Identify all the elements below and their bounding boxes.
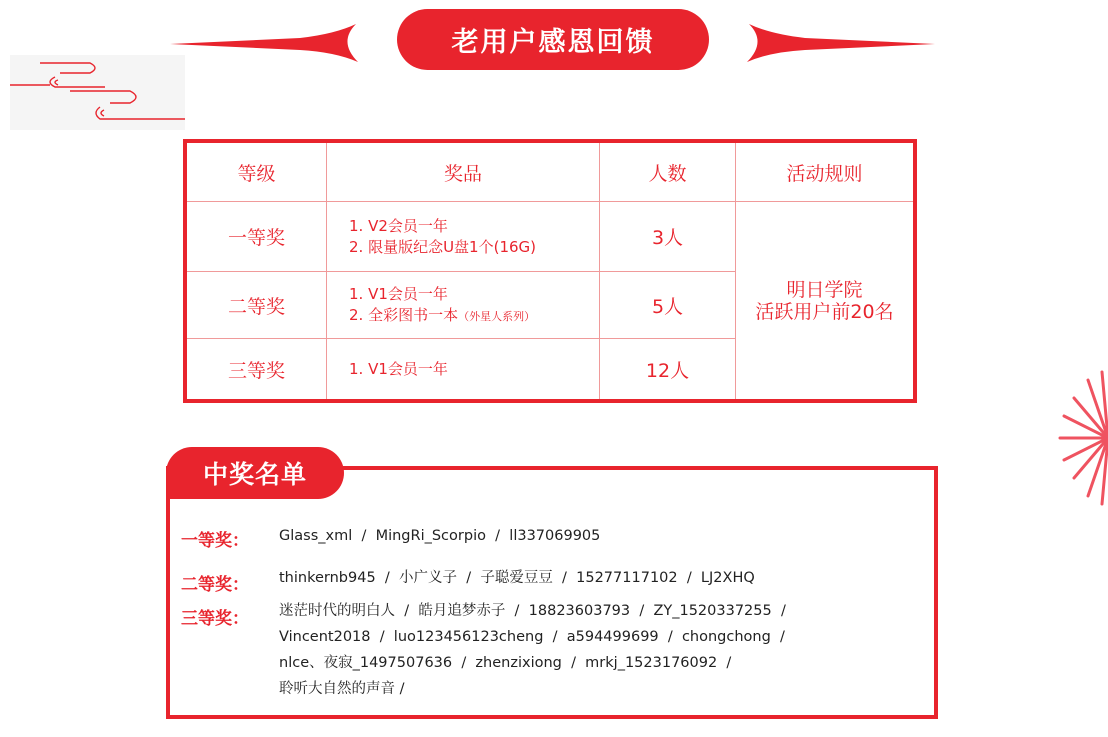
cloud-decoration bbox=[0, 55, 190, 135]
prize-item: 1. V1会员一年 bbox=[349, 359, 448, 378]
prize-cell bbox=[327, 272, 600, 339]
header-rules: 活动规则 bbox=[736, 141, 916, 202]
third-prize-line: nlce、夜寂_1497507636 / zhenzixiong / mrkj_1523176092 / bbox=[279, 655, 732, 671]
level-cell: 三等奖 bbox=[185, 339, 327, 402]
prize-cell bbox=[327, 339, 600, 402]
level-cell: 一等奖 bbox=[185, 202, 327, 272]
table-row bbox=[185, 202, 915, 272]
rule-line: 活跃用户前20名 bbox=[755, 300, 894, 323]
third-prize-names bbox=[279, 598, 786, 702]
second-prize-names: thinkernb945 / 小广义子 / 子聪爱豆豆 / 15277117102 / LJ2XHQ bbox=[279, 570, 755, 586]
prize-item: 2. 限量版纪念U盘1个(16G) bbox=[349, 237, 537, 256]
rule-line: 明日学院 bbox=[786, 278, 863, 301]
level-cell: 二等奖 bbox=[185, 272, 327, 339]
third-prize-label: 三等奖： bbox=[181, 609, 249, 629]
prize-item-note: （外星人系列） bbox=[458, 309, 536, 323]
header-count: 人数 bbox=[600, 141, 736, 202]
prize-item: 1. V1会员一年 bbox=[349, 284, 448, 303]
count-cell: 12人 bbox=[600, 339, 736, 402]
third-prize-line: 迷茫时代的明白人 / 皓月追梦赤子 / 18823603793 / ZY_1520337255 / bbox=[279, 603, 786, 619]
banner-title: 老用户感恩回馈 bbox=[397, 9, 709, 70]
prize-item bbox=[349, 305, 598, 327]
count-cell: 5人 bbox=[600, 272, 736, 339]
prize-item: 1. V2会员一年 bbox=[349, 216, 448, 235]
first-prize-names: Glass_xml / MingRi_Scorpio / ll337069905 bbox=[279, 528, 601, 544]
rule-cell bbox=[736, 202, 916, 402]
prize-item-text: 2. 全彩图书一本 bbox=[349, 305, 459, 324]
header-level: 等级 bbox=[185, 141, 327, 202]
right-swoosh-decoration bbox=[747, 24, 937, 64]
first-prize-label: 一等奖： bbox=[181, 531, 249, 551]
firework-decoration bbox=[1058, 368, 1108, 508]
second-prize-label: 二等奖： bbox=[181, 575, 249, 595]
prize-cell bbox=[327, 202, 600, 272]
prize-table bbox=[183, 139, 917, 403]
left-swoosh-decoration bbox=[170, 24, 360, 64]
third-prize-line: 聆听大自然的声音 / bbox=[279, 681, 405, 697]
count-cell: 3人 bbox=[600, 202, 736, 272]
header-prize: 奖品 bbox=[327, 141, 600, 202]
third-prize-line: Vincent2018 / luo123456123cheng / a594499699 / chongchong / bbox=[279, 629, 785, 645]
winners-title: 中奖名单 bbox=[166, 447, 344, 499]
